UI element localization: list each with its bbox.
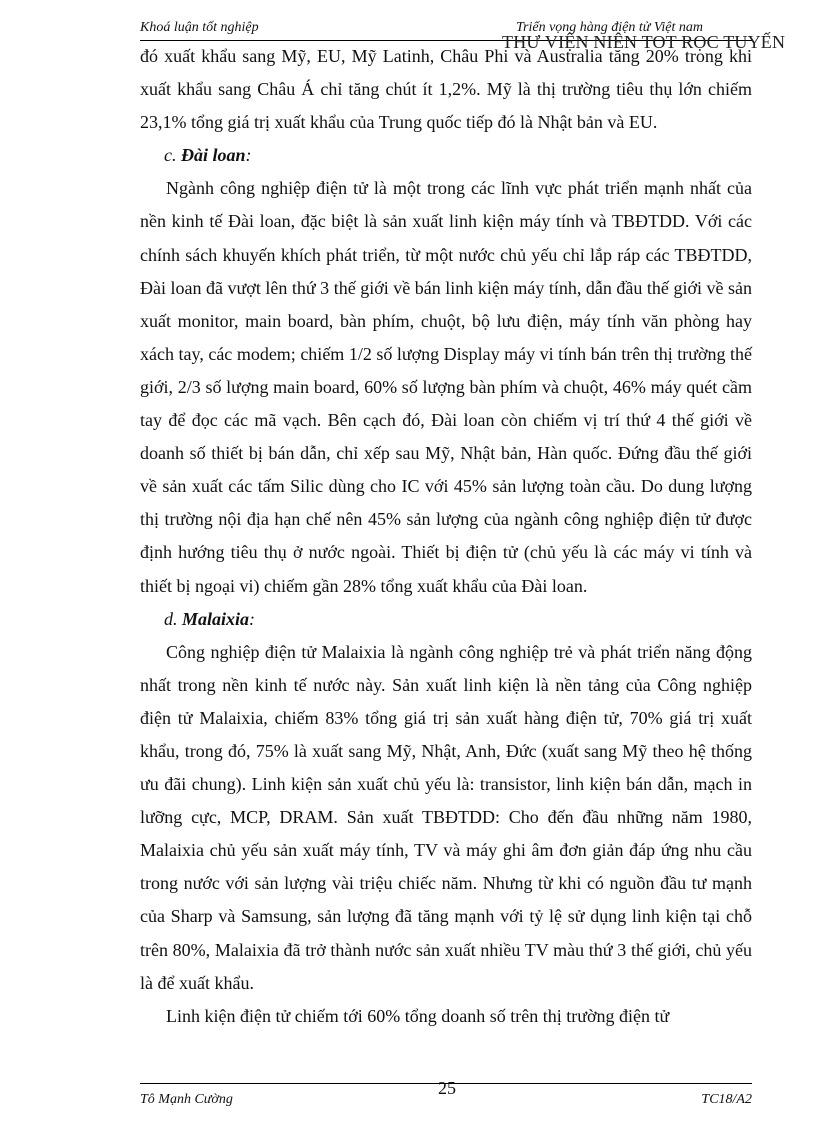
paragraph-taiwan: Ngành công nghiệp điện tử là một trong các lĩnh vực phát triển mạnh nhất của nền kinh tế Đài loan, đặc biệt là sản xuất linh kiện máy tính và TBĐTDD. Với các chính sách khuyến khích phát triển, từ một nước chủ yếu chỉ lắp ráp các TBĐTDD, Đài loan đã vượt lên thứ 3 thế giới về bán linh kiện máy tính, dẫn đầu thế giới về sản xuất monitor, main board, bàn phím, chuột, bộ lưu điện, máy tính văn phòng hay xách tay, các modem; chiếm 1/2 số lượng Display máy vi tính bán trên thị trường thế giới, 2/3 số lượng main board, 60% số lượng bàn phím và chuột, 46% máy quét cầm tay để đọc các mã vạch. Bên cạch đó, Đài loan còn chiếm vị trí thứ 4 thế giới về doanh số thiết bị bán dẫn, chỉ xếp sau Mỹ, Nhật bản, Hàn quốc. Đứng đầu thế giới về sản xuất các tấm Silic dùng cho IC với 45% sản lượng toàn cầu. Do dung lượng thị trường nội địa hạn chế nên 45% sản lượng của ngành công nghiệp điện tử được định hướng tiêu thụ ở nước ngoài. Thiết bị điện tử (chủ yếu là các máy vi tính và thiết bị ngoại vi) chiếm gần 28% tổng xuất khẩu của Đài loan. — [140, 178, 752, 596]
section-heading-malaysia — [140, 603, 752, 636]
header-topic-label: Triển vọng hàng điện tử Việt nam — [516, 20, 704, 35]
header-thesis-label: Khoá luận tốt nghiệp — [140, 20, 259, 35]
section-title: Đài loan — [181, 145, 246, 166]
footer-author: Tô Mạnh Cường — [140, 1092, 233, 1107]
paragraph-malaysia: Công nghiệp điện tử Malaixia là ngành công nghiệp trẻ và phát triển năng động nhất trong nền kinh tế nước này. Sản xuất linh kiện là nền tảng của Công nghiệp điện tử Malaixia, chiếm 83% tổng giá trị sản xuất hàng điện tử, 70% giá trị xuất khẩu, trong đó, 75% là xuất sang Mỹ, Nhật, Anh, Đức (xuất sang Mỹ theo hệ thống ưu đãi chung). Linh kiện sản xuất chủ yếu là: transistor, linh kiện bán dẫn, mạch in lưỡng cực, MCP, DRAM. Sản xuất TBĐTDD: Cho đến đầu những năm 1980, Malaixia chủ yếu sản xuất máy tính, TV và máy ghi âm đơn giản đáp ứng nhu cầu trong nước với sản lượng vài triệu chiếc năm. Nhưng từ khi có nguồn đầu tư mạnh của Sharp và Samsung, sản lượng đã tăng mạnh với tỷ lệ sử dụng linh kiện tại chỗ trên 80%, Malaixia đã trở thành nước sản xuất nhiều TV màu thứ 3 thế giới, chủ yếu là để xuất khẩu. — [140, 641, 752, 993]
section-heading-taiwan — [140, 139, 752, 172]
section-title: Malaixia — [182, 608, 250, 629]
document-body — [140, 40, 752, 1033]
section-colon: : — [245, 145, 252, 166]
page-number: 25 — [438, 1078, 456, 1098]
section-colon: : — [249, 608, 256, 629]
page-footer — [140, 1078, 752, 1114]
section-number: d. — [164, 608, 178, 629]
paragraph-components: Linh kiện điện tử chiếm tới 60% tổng doanh số trên thị trường điện tử — [166, 1005, 670, 1026]
paragraph-china-exports: đó xuất khẩu sang Mỹ, EU, Mỹ Latinh, Châu Phi và Australia tăng 20% trong khi xuất khẩu sang Châu Á chỉ tăng chút ít 1,2%. Mỹ là thị trường tiêu thụ lớn chiếm 23,1% tổng giá trị xuất khẩu của Trung quốc tiếp đó là Nhật bản và EU. — [140, 46, 752, 133]
section-number: c. — [164, 145, 177, 166]
library-watermark: THƯ VIỆN NIÊN TOT RỌC TUYẾN — [502, 32, 786, 52]
footer-class-code: TC18/A2 — [701, 1092, 752, 1107]
